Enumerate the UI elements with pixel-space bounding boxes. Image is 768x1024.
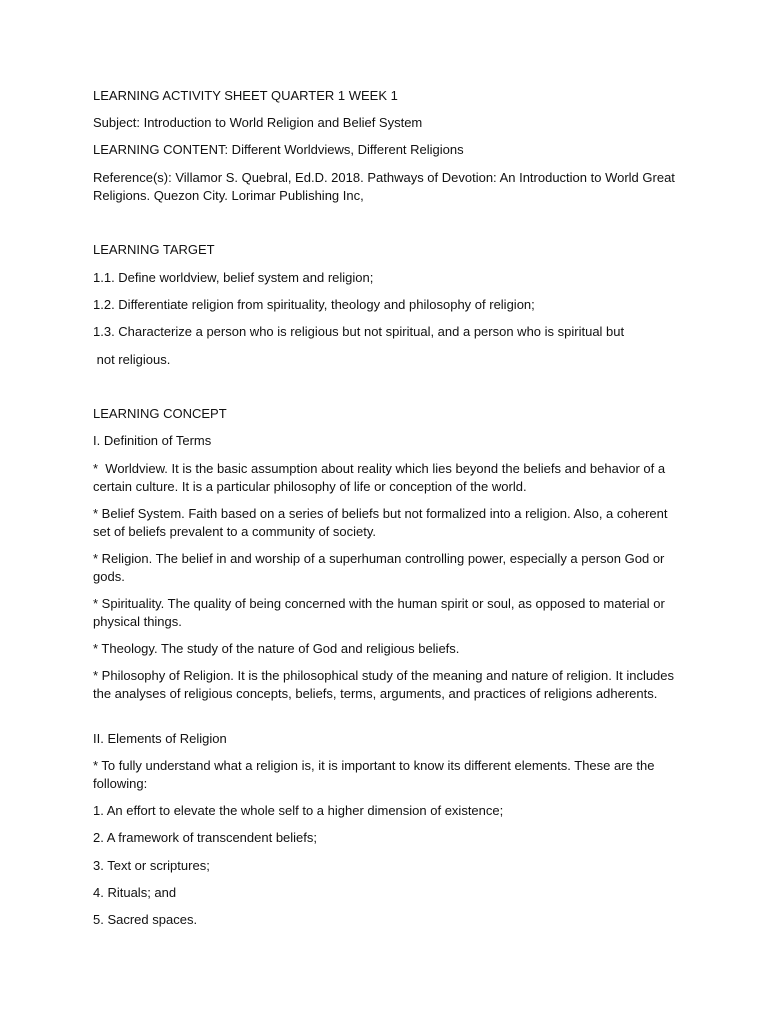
learning-concept-heading: LEARNING CONCEPT <box>93 406 227 421</box>
document-title: LEARNING ACTIVITY SHEET QUARTER 1 WEEK 1 <box>93 88 398 103</box>
subject-line: Subject: Introduction to World Religion and Belief System <box>93 115 423 130</box>
element-item: 5. Sacred spaces. <box>93 912 198 927</box>
learning-target-item: not religious. <box>93 352 171 367</box>
element-item: 1. An effort to elevate the whole self to a higher dimension of existence; <box>93 803 504 818</box>
learning-target-heading: LEARNING TARGET <box>93 242 215 257</box>
element-item: 4. Rituals; and <box>93 885 177 900</box>
definition-item: * Spirituality. The quality of being concerned with the human spirit or soul, as opposed to material or physical things. <box>93 596 669 629</box>
section-title: I. Definition of Terms <box>93 433 212 448</box>
definition-item: * Religion. The belief in and worship of a superhuman controlling power, especially a person God or gods. <box>93 551 668 584</box>
element-item: 3. Text or scriptures; <box>93 858 210 873</box>
learning-target-item: 1.3. Characterize a person who is religious but not spiritual, and a person who is spiritual but <box>93 324 625 339</box>
definition-item: * Worldview. It is the basic assumption about reality which lies beyond the beliefs and behavior of a certain culture. It is a particular philosophy of life or conception of the world. <box>93 461 669 494</box>
definition-item: * Belief System. Faith based on a series of beliefs but not formalized into a religion. Also, a coherent set of beliefs prevalent to a community of society. <box>93 506 672 539</box>
definition-item: * Philosophy of Religion. It is the philosophical study of the meaning and nature of religion. It includes the analyses of religious concepts, beliefs, terms, arguments, and practices of religions adherents. <box>93 668 678 701</box>
definition-item: * Theology. The study of the nature of God and religious beliefs. <box>93 641 460 656</box>
learning-content-line: LEARNING CONTENT: Different Worldviews, Different Religions <box>93 142 464 157</box>
element-item: 2. A framework of transcendent beliefs; <box>93 830 318 845</box>
learning-target-item: 1.1. Define worldview, belief system and religion; <box>93 270 374 285</box>
section-intro: * To fully understand what a religion is, it is important to know its different elements. These are the following: <box>93 758 659 791</box>
learning-target-item: 1.2. Differentiate religion from spirituality, theology and philosophy of religion; <box>93 297 535 312</box>
references-line: Reference(s): Villamor S. Quebral, Ed.D. 2018. Pathways of Devotion: An Introduction to World Great Religions. Quezon City. Lorimar Publishing Inc, <box>93 170 679 203</box>
section-title: II. Elements of Religion <box>93 731 227 746</box>
